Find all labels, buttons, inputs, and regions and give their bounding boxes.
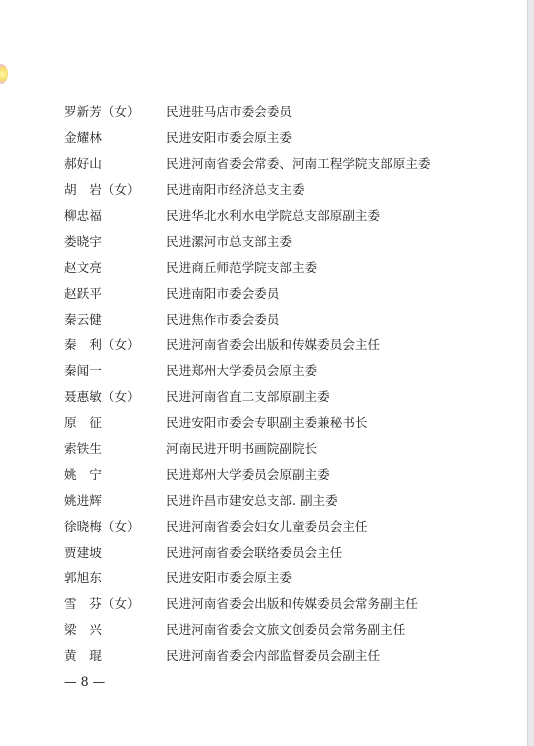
member-role: 民进漯河市总支部主委 bbox=[166, 233, 292, 249]
member-role: 民进华北水利水电学院总支部原副主委 bbox=[166, 208, 381, 223]
list-item bbox=[64, 357, 504, 383]
member-name: 金耀林 bbox=[64, 130, 102, 146]
list-item bbox=[64, 98, 504, 124]
list-item bbox=[64, 564, 504, 590]
member-role: 民进南阳市经济总支主委 bbox=[166, 182, 305, 198]
member-name: 秦 利（女） bbox=[64, 337, 140, 353]
viewer-edge bbox=[527, 0, 534, 746]
member-role: 民进河南省委会常委、河南工程学院支部原主委 bbox=[166, 156, 431, 172]
member-role: 民进郑州大学委员会原副主委 bbox=[166, 466, 330, 482]
member-role: 民进河南省委会文旅文创委员会常务副主任 bbox=[166, 622, 406, 638]
member-name: 雪 芬（女） bbox=[64, 596, 140, 612]
member-name: 原 征 bbox=[64, 415, 102, 431]
list-item bbox=[64, 590, 504, 616]
member-role: 民进安阳市委会原主委 bbox=[166, 130, 292, 146]
member-role: 民进驻马店市委会委员 bbox=[166, 104, 292, 120]
member-role: 民进安阳市委会原主委 bbox=[166, 570, 292, 586]
member-role: 民进河南省直二支部原副主委 bbox=[166, 389, 330, 405]
member-name: 郭旭东 bbox=[64, 570, 102, 586]
member-role: 民进商丘师范学院支部主委 bbox=[166, 259, 318, 275]
list-item bbox=[64, 279, 504, 305]
member-role: 民进河南省委会妇女儿童委员会主任 bbox=[166, 518, 368, 534]
page-number: — 8 — bbox=[64, 674, 106, 689]
list-item bbox=[64, 227, 504, 253]
list-item bbox=[64, 538, 504, 564]
member-name: 郝好山 bbox=[64, 156, 102, 172]
list-item bbox=[64, 460, 504, 486]
list-item bbox=[64, 202, 504, 228]
list-item bbox=[64, 616, 504, 642]
member-name: 黄 琨 bbox=[64, 648, 102, 664]
member-name: 柳忠福 bbox=[64, 208, 102, 223]
member-list bbox=[64, 98, 504, 668]
list-item bbox=[64, 176, 504, 202]
member-role: 民进河南省委会出版和传媒委员会主任 bbox=[166, 337, 381, 353]
member-name: 赵文亮 bbox=[64, 259, 102, 275]
member-role: 民进南阳市委会委员 bbox=[166, 285, 280, 301]
member-role: 民进河南省委会内部监督委员会副主任 bbox=[166, 648, 381, 664]
member-role: 民进安阳市委会专职副主委兼秘书长 bbox=[166, 415, 368, 431]
member-role: 民进郑州大学委员会原主委 bbox=[166, 363, 318, 379]
list-item bbox=[64, 486, 504, 512]
member-role: 河南民进开明书画院副院长 bbox=[166, 441, 318, 457]
member-name: 胡 岩（女） bbox=[64, 182, 140, 198]
list-item bbox=[64, 409, 504, 435]
member-name: 秦闻一 bbox=[64, 363, 102, 379]
list-item bbox=[64, 435, 504, 461]
list-item bbox=[64, 253, 504, 279]
member-name: 罗新芳（女） bbox=[64, 104, 140, 120]
member-role: 民进河南省委会出版和传媒委员会常务副主任 bbox=[166, 596, 418, 612]
member-role: 民进焦作市委会委员 bbox=[166, 311, 280, 327]
list-item bbox=[64, 305, 504, 331]
list-item bbox=[64, 124, 504, 150]
list-item bbox=[64, 331, 504, 357]
member-name: 娄晓宇 bbox=[64, 233, 102, 249]
member-name: 秦云健 bbox=[64, 311, 102, 327]
list-item bbox=[64, 642, 504, 668]
member-name: 徐晓梅（女） bbox=[64, 518, 140, 534]
member-name: 姚进辉 bbox=[64, 492, 102, 508]
member-name: 梁 兴 bbox=[64, 622, 102, 638]
member-name: 索铁生 bbox=[64, 441, 102, 457]
list-item bbox=[64, 150, 504, 176]
highlight-mark bbox=[0, 64, 8, 84]
member-name: 赵跃平 bbox=[64, 285, 102, 301]
member-name: 姚 宁 bbox=[64, 466, 102, 482]
list-item bbox=[64, 383, 504, 409]
member-name: 聂惠敏（女） bbox=[64, 389, 140, 405]
list-item bbox=[64, 512, 504, 538]
member-name: 贾建坡 bbox=[64, 544, 102, 560]
member-role: 民进许昌市建安总支部. 副主委 bbox=[166, 492, 338, 508]
member-role: 民进河南省委会联络委员会主任 bbox=[166, 544, 343, 560]
